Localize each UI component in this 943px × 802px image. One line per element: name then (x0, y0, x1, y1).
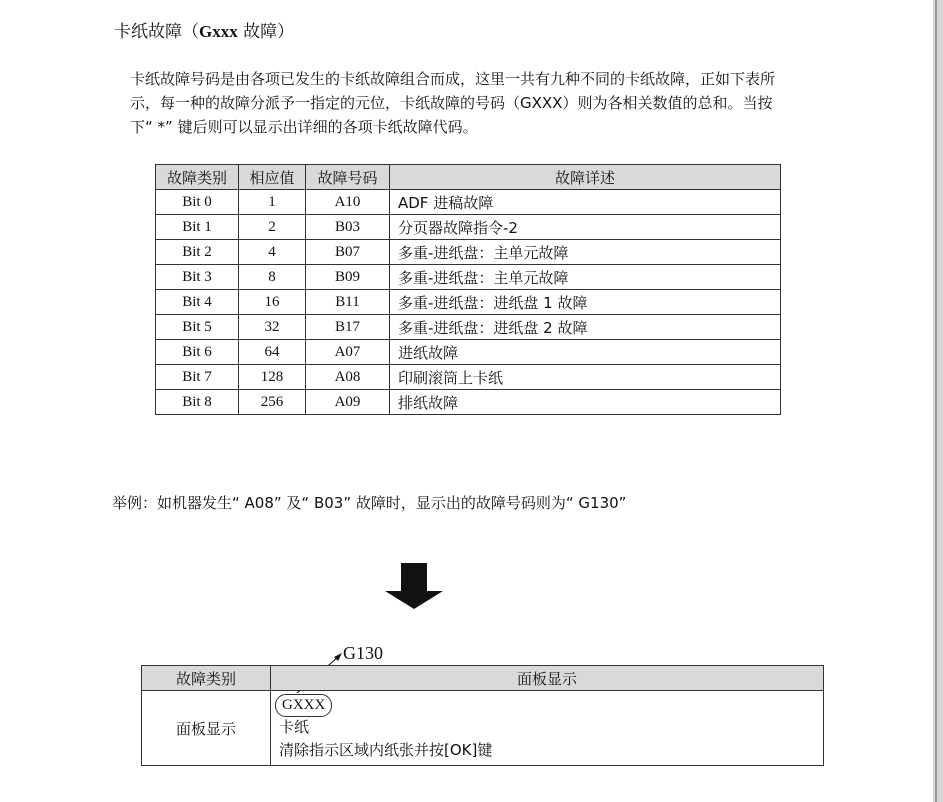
table-row (156, 390, 781, 415)
cell-detail: 排纸故障 (390, 390, 781, 415)
cell-bit: Bit 8 (156, 390, 239, 415)
table-row (156, 340, 781, 365)
cell-value: 64 (239, 340, 306, 365)
cell-detail: 多重-进纸盘：主单元故障 (390, 265, 781, 290)
panel-display-content (271, 691, 824, 766)
intro-line: 下“ *” 键后则可以显示出详细的各项卡纸故障代码。 (130, 118, 478, 136)
header-panel-display: 面板显示 (271, 666, 824, 691)
fault-code-table (155, 164, 781, 415)
cell-value: 4 (239, 240, 306, 265)
cell-code: A09 (306, 390, 390, 415)
cell-value: 2 (239, 215, 306, 240)
cell-value: 8 (239, 265, 306, 290)
cell-value: 16 (239, 290, 306, 315)
intro-line: 示，每一种的故障分派予一指定的元位，卡纸故障的号码（GXXX）则为各相关数值的总和。当按 (130, 94, 773, 112)
cell-code: B11 (306, 290, 390, 315)
cell-detail: 多重-进纸盘：进纸盘 2 故障 (390, 315, 781, 340)
cell-code: A10 (306, 190, 390, 215)
cell-detail: 进纸故障 (390, 340, 781, 365)
callout-result-code: G130 (343, 643, 383, 663)
cell-detail: 分页器故障指令-2 (390, 215, 781, 240)
table-header-row (142, 666, 824, 691)
title-prefix: 卡纸故障（ (114, 22, 199, 42)
title-code: Gxxx (199, 22, 238, 41)
header-fault-category: 故障类别 (156, 165, 239, 190)
title-suffix: 故障） (237, 22, 295, 42)
cell-detail: ADF 进稿故障 (390, 190, 781, 215)
header-fault-detail: 故障详述 (390, 165, 781, 190)
cell-code: A08 (306, 365, 390, 390)
cell-code: B07 (306, 240, 390, 265)
panel-line-paper-jam: 卡纸 (279, 718, 310, 736)
intro-paragraph (130, 67, 842, 139)
header-fault-category: 故障类别 (142, 666, 271, 691)
cell-bit: Bit 1 (156, 215, 239, 240)
cell-bit: Bit 0 (156, 190, 239, 215)
row-label-panel-display: 面板显示 (142, 691, 271, 766)
table-row (156, 215, 781, 240)
table-header-row (156, 165, 781, 190)
example-text: 举例：如机器发生“ A08” 及“ B03” 故障时，显示出的故障号码则为“ G130” (112, 494, 627, 512)
cell-code: B03 (306, 215, 390, 240)
table-row (156, 315, 781, 340)
table-row (156, 365, 781, 390)
cell-code: B17 (306, 315, 390, 340)
cell-bit: Bit 5 (156, 315, 239, 340)
cell-value: 128 (239, 365, 306, 390)
table-row (156, 190, 781, 215)
cell-detail: 多重-进纸盘：主单元故障 (390, 240, 781, 265)
table-row (156, 240, 781, 265)
cell-bit: Bit 7 (156, 365, 239, 390)
cell-code: B09 (306, 265, 390, 290)
page-edge-line (935, 0, 937, 802)
cell-bit: Bit 6 (156, 340, 239, 365)
cell-code: A07 (306, 340, 390, 365)
cell-bit: Bit 2 (156, 240, 239, 265)
cell-bit: Bit 3 (156, 265, 239, 290)
section-title (114, 17, 294, 42)
cell-value: 32 (239, 315, 306, 340)
cell-detail: 多重-进纸盘：进纸盘 1 故障 (390, 290, 781, 315)
cell-bit: Bit 4 (156, 290, 239, 315)
header-fault-code: 故障号码 (306, 165, 390, 190)
intro-line: 卡纸故障号码是由各项已发生的卡纸故障组合而成，这里一共有九种不同的卡纸故障，正如下表所 (130, 70, 776, 88)
cell-value: 1 (239, 190, 306, 215)
panel-line-instruction: 清除指示区域内纸张并按[OK]键 (279, 741, 493, 759)
table-row (156, 290, 781, 315)
panel-display-table (141, 665, 824, 766)
header-value: 相应值 (239, 165, 306, 190)
gxxx-code-box: GXXX (275, 694, 332, 717)
cell-value: 256 (239, 390, 306, 415)
table-row (142, 691, 824, 766)
table-row (156, 265, 781, 290)
cell-detail: 印刷滚筒上卡纸 (390, 365, 781, 390)
down-arrow-icon (385, 563, 443, 609)
